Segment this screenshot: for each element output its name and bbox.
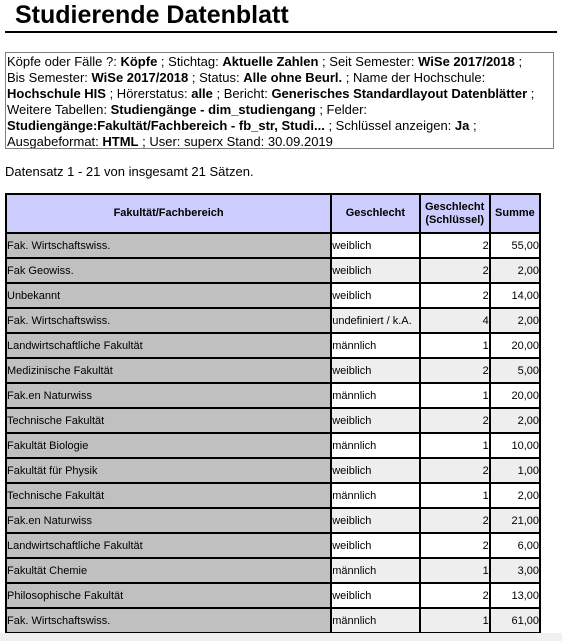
cell-geschlecht-schluessel: 2 bbox=[420, 458, 490, 483]
table-row bbox=[6, 533, 540, 558]
param-value: Generisches Standardlayout Datenblätter bbox=[271, 86, 528, 101]
table-row bbox=[6, 308, 540, 333]
header-line: Geschlecht bbox=[425, 200, 485, 213]
param-line-6 bbox=[7, 134, 553, 149]
param-text: Köpfe oder Fälle ?: bbox=[7, 54, 121, 69]
cell-fakultaet: Landwirtschaftliche Fakultät bbox=[6, 533, 331, 558]
cell-fakultaet: Technische Fakultät bbox=[6, 408, 331, 433]
cell-geschlecht-schluessel: 2 bbox=[420, 358, 490, 383]
param-text: ; Felder: bbox=[315, 102, 368, 117]
cell-fakultaet: Fak. Wirtschaftswiss. bbox=[6, 608, 331, 633]
cell-geschlecht-schluessel: 2 bbox=[420, 258, 490, 283]
cell-fakultaet: Fak. Wirtschaftswiss. bbox=[6, 308, 331, 333]
param-line-4 bbox=[7, 102, 553, 118]
param-line-1 bbox=[7, 54, 553, 70]
cell-geschlecht: weiblich bbox=[331, 583, 419, 608]
cell-geschlecht: weiblich bbox=[331, 408, 419, 433]
cell-fakultaet: Fakultät für Physik bbox=[6, 458, 331, 483]
cell-geschlecht-schluessel: 2 bbox=[420, 533, 490, 558]
cell-summe: 2,00 bbox=[490, 408, 540, 433]
title-divider bbox=[5, 31, 557, 33]
window-bottom-edge bbox=[0, 633, 562, 641]
cell-fakultaet: Landwirtschaftliche Fakultät bbox=[6, 333, 331, 358]
table-row bbox=[6, 433, 540, 458]
cell-geschlecht: undefiniert / k.A. bbox=[331, 308, 419, 333]
param-line-5 bbox=[7, 118, 553, 134]
cell-geschlecht: weiblich bbox=[331, 358, 419, 383]
cell-summe: 2,00 bbox=[490, 483, 540, 508]
cell-summe: 20,00 bbox=[490, 333, 540, 358]
cell-fakultaet: Fak.en Naturwiss bbox=[6, 508, 331, 533]
param-text: ; bbox=[527, 86, 535, 101]
cell-geschlecht-schluessel: 1 bbox=[420, 433, 490, 458]
table-row bbox=[6, 258, 540, 283]
cell-geschlecht: männlich bbox=[331, 333, 419, 358]
cell-geschlecht: männlich bbox=[331, 608, 419, 633]
cell-fakultaet: Fakultät Chemie bbox=[6, 558, 331, 583]
table-body bbox=[6, 233, 540, 633]
cell-fakultaet: Fakultät Biologie bbox=[6, 433, 331, 458]
cell-geschlecht-schluessel: 2 bbox=[420, 508, 490, 533]
cell-fakultaet: Technische Fakultät bbox=[6, 483, 331, 508]
param-value: Studiengänge - dim_studiengang bbox=[110, 102, 316, 117]
cell-geschlecht-schluessel: 2 bbox=[420, 583, 490, 608]
param-line-3 bbox=[7, 86, 553, 102]
column-header-geschlecht[interactable]: Geschlecht bbox=[331, 194, 419, 233]
table-row bbox=[6, 358, 540, 383]
cell-geschlecht: weiblich bbox=[331, 233, 419, 258]
param-text: ; bbox=[469, 118, 477, 133]
param-text: ; Seit Semester: bbox=[318, 54, 419, 69]
param-text: Bis Semester: bbox=[7, 70, 92, 85]
cell-geschlecht-schluessel: 1 bbox=[420, 483, 490, 508]
param-text: Weitere Tabellen: bbox=[7, 102, 111, 117]
cell-geschlecht-schluessel: 2 bbox=[420, 283, 490, 308]
cell-geschlecht-schluessel: 2 bbox=[420, 408, 490, 433]
header-line: (Schlüssel) bbox=[425, 213, 484, 226]
param-value: WiSe 2017/2018 bbox=[418, 54, 515, 69]
cell-geschlecht-schluessel: 1 bbox=[420, 333, 490, 358]
table-row bbox=[6, 408, 540, 433]
cell-summe: 2,00 bbox=[490, 308, 540, 333]
param-value: WiSe 2017/2018 bbox=[91, 70, 189, 85]
data-table bbox=[5, 193, 541, 634]
cell-summe: 3,00 bbox=[490, 558, 540, 583]
table-row bbox=[6, 458, 540, 483]
cell-geschlecht-schluessel: 2 bbox=[420, 233, 490, 258]
column-header-fakultaet[interactable]: Fakultät/Fachbereich bbox=[6, 194, 331, 233]
cell-summe: 20,00 bbox=[490, 383, 540, 408]
param-value: Studiengänge:Fakultät/Fachbereich - fb_str, Studi... bbox=[7, 118, 325, 133]
cell-summe: 10,00 bbox=[490, 433, 540, 458]
param-text: ; Bericht: bbox=[212, 86, 272, 101]
cell-geschlecht: weiblich bbox=[331, 283, 419, 308]
param-text: ; Name der Hochschule: bbox=[342, 70, 486, 85]
cell-summe: 2,00 bbox=[490, 258, 540, 283]
cell-summe: 6,00 bbox=[490, 533, 540, 558]
cell-summe: 13,00 bbox=[490, 583, 540, 608]
table-row bbox=[6, 483, 540, 508]
cell-fakultaet: Medizinische Fakultät bbox=[6, 358, 331, 383]
cell-geschlecht: männlich bbox=[331, 433, 419, 458]
param-text: ; Hörerstatus: bbox=[105, 86, 192, 101]
cell-fakultaet: Fak.en Naturwiss bbox=[6, 383, 331, 408]
cell-fakultaet: Fak. Wirtschaftswiss. bbox=[6, 233, 331, 258]
cell-summe: 1,00 bbox=[490, 458, 540, 483]
cell-geschlecht: männlich bbox=[331, 558, 419, 583]
cell-geschlecht: männlich bbox=[331, 383, 419, 408]
page-title: Studierende Datenblatt bbox=[15, 1, 289, 29]
cell-geschlecht: weiblich bbox=[331, 458, 419, 483]
param-value: HTML bbox=[102, 134, 139, 149]
table-row bbox=[6, 583, 540, 608]
cell-fakultaet: Unbekannt bbox=[6, 283, 331, 308]
cell-summe: 14,00 bbox=[490, 283, 540, 308]
table-row bbox=[6, 383, 540, 408]
cell-summe: 61,00 bbox=[490, 608, 540, 633]
cell-geschlecht: weiblich bbox=[331, 533, 419, 558]
param-value: Alle ohne Beurl. bbox=[243, 70, 343, 85]
report-parameters-box bbox=[5, 52, 554, 149]
table-row bbox=[6, 233, 540, 258]
param-value: Köpfe bbox=[120, 54, 158, 69]
param-text: Ausgabeformat: bbox=[7, 134, 103, 149]
table-row bbox=[6, 333, 540, 358]
cell-summe: 5,00 bbox=[490, 358, 540, 383]
cell-geschlecht-schluessel: 1 bbox=[420, 558, 490, 583]
cell-fakultaet: Fak Geowiss. bbox=[6, 258, 331, 283]
param-value: Aktuelle Zahlen bbox=[222, 54, 319, 69]
cell-geschlecht: weiblich bbox=[331, 258, 419, 283]
table-row bbox=[6, 283, 540, 308]
cell-geschlecht-schluessel: 4 bbox=[420, 308, 490, 333]
param-line-2 bbox=[7, 70, 553, 86]
table-row bbox=[6, 558, 540, 583]
param-value: Hochschule HIS bbox=[7, 86, 106, 101]
cell-geschlecht-schluessel: 1 bbox=[420, 608, 490, 633]
cell-fakultaet: Philosophische Fakultät bbox=[6, 583, 331, 608]
column-header-summe[interactable]: Summe bbox=[490, 194, 540, 233]
column-header-geschlecht-schluessel[interactable] bbox=[420, 194, 490, 233]
param-text: ; Status: bbox=[188, 70, 244, 85]
table-header-row bbox=[6, 194, 540, 233]
param-value: alle bbox=[191, 86, 213, 101]
cell-summe: 21,00 bbox=[490, 508, 540, 533]
param-text: ; bbox=[514, 54, 523, 69]
cell-geschlecht: männlich bbox=[331, 483, 419, 508]
param-text: ; Stichtag: bbox=[157, 54, 223, 69]
table-row bbox=[6, 608, 540, 633]
cell-geschlecht-schluessel: 1 bbox=[420, 383, 490, 408]
cell-geschlecht: weiblich bbox=[331, 508, 419, 533]
record-count-text: Datensatz 1 - 21 von insgesamt 21 Sätzen. bbox=[5, 164, 254, 179]
param-text: ; Schlüssel anzeigen: bbox=[324, 118, 455, 133]
cell-summe: 55,00 bbox=[490, 233, 540, 258]
table-row bbox=[6, 508, 540, 533]
param-text: ; User: superx Stand: 30.09.2019 bbox=[138, 134, 333, 149]
param-value: Ja bbox=[454, 118, 470, 133]
